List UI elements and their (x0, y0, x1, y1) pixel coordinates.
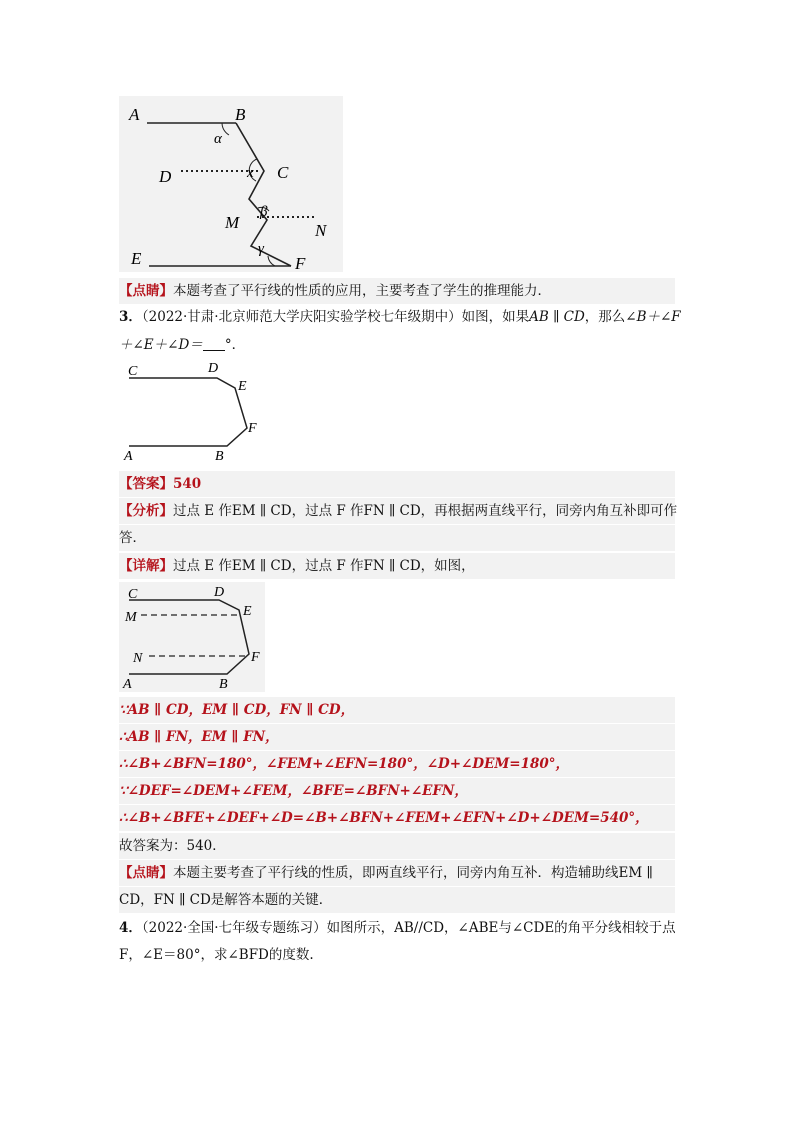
figure-3 (119, 582, 265, 692)
analysis-line1 (119, 498, 678, 524)
note2-tag: 【点睛】 (119, 865, 173, 881)
proof-step-5: ∴∠B+∠BFE+∠DEF+∠D=∠B+∠BFN+∠FEM+∠EFN+∠D+∠DEM=540°， (119, 805, 675, 831)
fig1-label-d: D (159, 167, 172, 186)
figure-1-svg (119, 96, 343, 272)
q3-line1 (119, 304, 681, 330)
fig1-label-f: F (295, 254, 306, 273)
note1-tag: 【点睛】 (119, 283, 173, 299)
fig2-label-e: E (238, 379, 247, 394)
fig2-label-a: A (124, 449, 133, 464)
fig1-label-n: N (315, 221, 327, 240)
detail-text: 过点 E 作EM ∥ CD，过点 F 作FN ∥ CD，如图， (173, 558, 475, 574)
proof-step-1: ∵AB ∥ CD，EM ∥ CD，FN ∥ CD， (119, 697, 675, 723)
detail-line (119, 553, 675, 579)
note2-line1 (119, 860, 675, 886)
fig2-label-c: C (128, 364, 138, 379)
q4-line2 (119, 942, 675, 968)
q3-parallel: ∥ (548, 309, 564, 325)
fig2-label-f: F (248, 421, 257, 436)
figure-3-svg (119, 582, 265, 692)
answer-value: 540 (173, 476, 202, 492)
fig3-label-a: A (123, 677, 132, 692)
q3-text-a: 如图，如果 (461, 309, 530, 325)
proof-step-4: ∵∠DEF=∠DEM+∠FEM，∠BFE=∠BFN+∠EFN， (119, 778, 675, 804)
q3-ab: AB (529, 309, 549, 325)
fig3-label-m: M (125, 610, 137, 625)
fig1-label-b: B (235, 105, 246, 124)
analysis-line2 (119, 525, 675, 551)
fig3-label-n: N (133, 651, 143, 666)
note2-line2-text: CD，FN ∥ CD是解答本题的关键． (119, 892, 333, 908)
q3-text-b: ，那么∠ (584, 309, 637, 325)
note2-line1-text: 本题主要考查了平行线的性质，即两直线平行，同旁内角互补．构造辅助线EM ∥ (173, 865, 653, 881)
q3-answer-blank (203, 336, 225, 351)
fig3-label-e: E (243, 604, 252, 619)
fig3-label-b: B (219, 677, 228, 692)
fig1-label-a: A (129, 105, 140, 124)
conclusion-line: 故答案为：540． (119, 833, 675, 859)
fig3-label-c: C (128, 587, 138, 602)
figure-2-svg (119, 358, 269, 468)
fig1-label-m: M (225, 213, 240, 232)
q4-line2-text: F，∠E＝80°，求∠BFD的度数. (119, 947, 314, 963)
q3-source: （2022·甘肃·北京师范大学庆阳实验学校七年级期中） (141, 309, 462, 325)
fig1-label-c: C (277, 163, 289, 182)
fig2-label-b: B (215, 449, 224, 464)
q3-number: 3． (119, 309, 142, 325)
fig1-label-x: x (247, 165, 254, 181)
analysis-line1-text: 过点 E 作EM ∥ CD，过点 F 作FN ∥ CD，再根据两直线平行，同旁内角互补即可作 (173, 503, 678, 519)
fig1-label-e: E (131, 249, 142, 268)
figure-2 (119, 358, 269, 468)
fig3-label-f: F (251, 650, 260, 665)
q4-source: （2022·全国·七年级专题练习） (141, 920, 327, 936)
q3-line2 (119, 332, 675, 358)
q4-line1-text: 如图所示，AB//CD，∠ABE与∠CDE的角平分线相较于点 (326, 920, 676, 936)
q3-line2-end: °． (224, 337, 246, 353)
analysis-tag: 【分析】 (119, 503, 173, 519)
fig1-label-gamma: γ (258, 241, 264, 257)
analysis-line2-text: 答． (119, 530, 146, 546)
fig3-label-d: D (214, 585, 225, 600)
fig1-label-alpha: α (214, 131, 222, 147)
answer-tag: 【答案】 (119, 476, 173, 492)
q4-number: 4． (119, 920, 142, 936)
note1-line (119, 278, 675, 304)
proof-step-2: ∴AB ∥ FN，EM ∥ FN， (119, 724, 675, 750)
q3-line1-end: B＋∠F (636, 309, 681, 325)
figure-1 (119, 96, 343, 272)
note1-text: 本题考查了平行线的性质的应用，主要考查了学生的推理能力． (173, 283, 551, 299)
q3-cd: CD (563, 309, 585, 325)
q3-line2-text: ＋∠E＋∠D＝ (119, 337, 203, 353)
answer-line (119, 471, 675, 497)
detail-tag: 【详解】 (119, 558, 173, 574)
proof-step-3: ∴∠B+∠BFN=180°，∠FEM+∠EFN=180°，∠D+∠DEM=180°， (119, 751, 675, 777)
q4-line1 (119, 915, 675, 941)
fig2-label-d: D (208, 361, 219, 376)
fig1-label-beta: β (260, 204, 268, 220)
note2-line2 (119, 887, 675, 913)
